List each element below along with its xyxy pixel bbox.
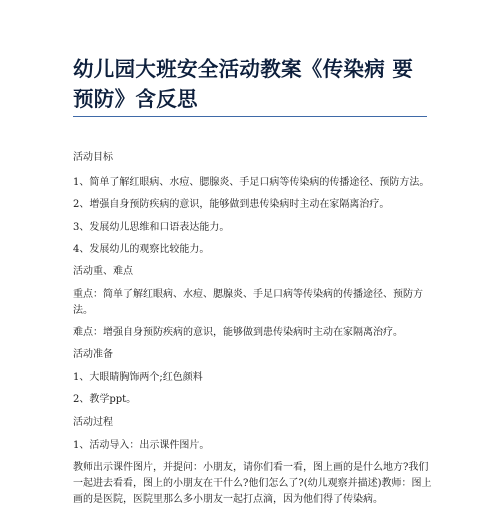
text-line: 画的是医院，医院里那么多小朋友一起打点滴，因为他们得了传染病。 bbox=[73, 494, 383, 505]
title-line: 预防》含反思 bbox=[73, 87, 198, 111]
process-paragraph bbox=[73, 460, 435, 508]
process-step bbox=[73, 438, 435, 454]
section-heading-key-points bbox=[73, 264, 435, 280]
objective-item bbox=[73, 175, 435, 191]
preparation-item bbox=[73, 370, 435, 386]
text-line: 2、增强自身预防疾病的意识，能够做到患传染病时主动在家隔离治疗。 bbox=[73, 199, 390, 210]
text-line: 重点：简单了解红眼病、水痘、腮腺炎、手足口病等传染病的传播途径、预防方 bbox=[73, 289, 423, 300]
text-line: 1、大眼睛胸饰两个;红色颜料 bbox=[73, 372, 203, 383]
preparation-item bbox=[73, 392, 435, 408]
text-line: 活动目标 bbox=[73, 152, 113, 163]
text-line: 活动准备 bbox=[73, 349, 113, 360]
document-title bbox=[73, 54, 433, 114]
text-line: 1、简单了解红眼病、水痘、腮腺炎、手足口病等传染病的传播途径、预防方法。 bbox=[73, 177, 430, 188]
objective-item bbox=[73, 197, 435, 213]
text-line: 一起进去看看，图上的小朋友在干什么?他们怎么了?(幼儿观察并描述)教师：图上 bbox=[73, 478, 432, 489]
objective-item bbox=[73, 220, 435, 236]
text-line: 法。 bbox=[73, 305, 93, 316]
text-line: 2、教学ppt。 bbox=[73, 394, 137, 405]
text-line: 4、发展幼儿的观察比较能力。 bbox=[73, 244, 210, 255]
section-heading-process bbox=[73, 415, 435, 431]
text-line: 3、发展幼儿思维和口语表达能力。 bbox=[73, 222, 230, 233]
section-heading-preparation bbox=[73, 347, 435, 363]
objective-item bbox=[73, 242, 435, 258]
text-line: 教师出示课件图片，并提问：小朋友，请你们看一看，图上画的是什么地方?我们 bbox=[73, 462, 429, 473]
text-line: 1、活动导入：出示课件图片。 bbox=[73, 440, 210, 451]
section-heading-objectives bbox=[73, 150, 435, 166]
difficulty-paragraph bbox=[73, 325, 435, 341]
text-line: 活动过程 bbox=[73, 417, 113, 428]
title-line: 幼儿园大班安全活动教案《传染病 要 bbox=[73, 57, 414, 81]
text-line: 活动重、难点 bbox=[73, 266, 133, 277]
title-divider bbox=[73, 116, 427, 117]
key-point-paragraph bbox=[73, 287, 435, 319]
text-line: 难点：增强自身预防疾病的意识，能够做到患传染病时主动在家隔离治疗。 bbox=[73, 327, 403, 338]
